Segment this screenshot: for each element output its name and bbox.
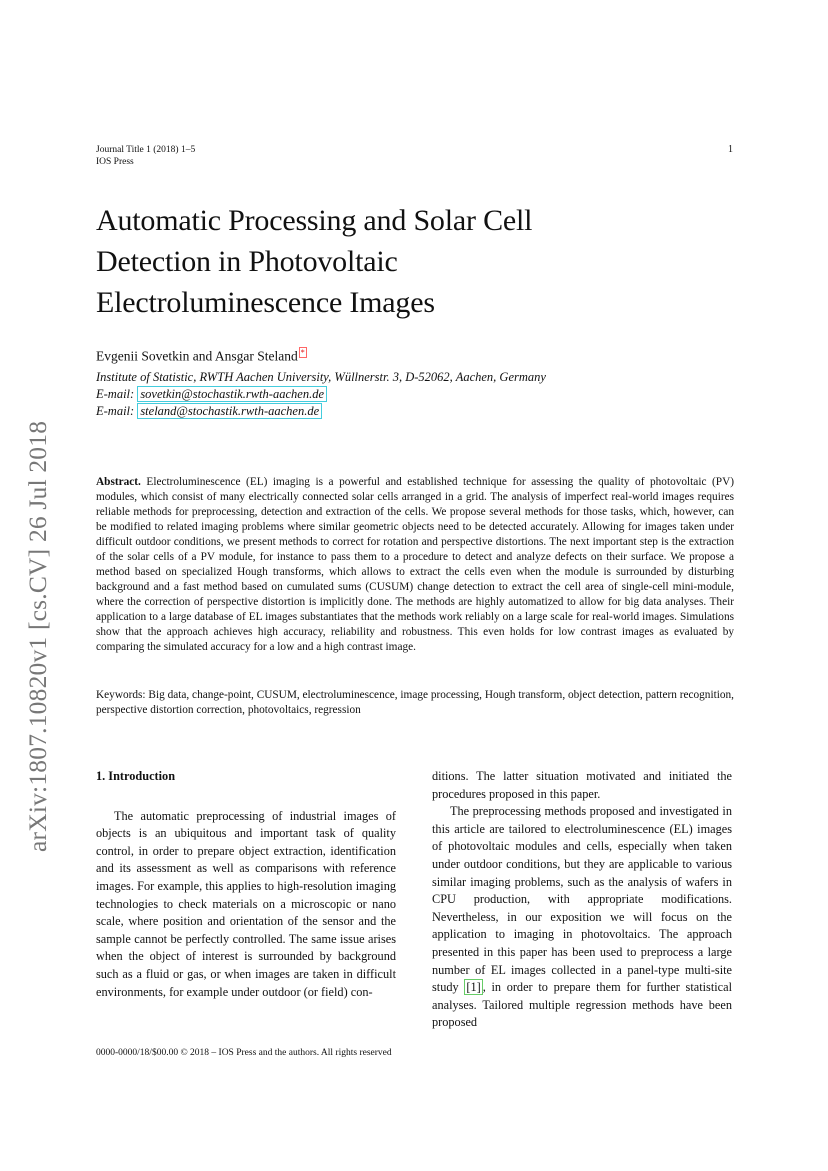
abstract-text: Electroluminescence (EL) imaging is a powerful and established technique for assessing the quality of photovoltaic (PV) modules, which consist of many electrically connected solar cells arranged in a grid. The analysis of imperfect real-world images requires reliable methods for preprocessing, detection and extraction of the cells. We propose several methods for those tasks, which, however, can be modified to related imaging problems where similar geometric objects need to be detected accurately. Allowing for images taken under difficult outdoor conditions, we present methods to correct for rotation and perspective distortions. The next important step is the extraction of the solar cells of a PV module, for instance to pass them to a procedure to detect and analyze defects on their surface. We propose a method based on specialized Hough transforms, which allows to extract the cells even when the module is surrounded by disturbing background and a fast method based on cumulated sums (CUSUM) change detection to extract the cell area of single-cell mini-module, where the correction of perspective distortion is implicitly done. The methods are highly automatized to allow for big data analyses. Their application to a large database of EL images substantiates that the methods work reliably on a large scale for real-world images. Simulations show that the approach achieves high accuracy, reliability and robustness. This even holds for low contrast images as evaluated by comparing the simulated accuracy for a low and a high contrast image. [96, 476, 734, 653]
publisher: IOS Press [96, 157, 134, 167]
copyright-footer: 0000-0000/18/$00.00 © 2018 – IOS Press and the authors. All rights reserved [96, 1048, 392, 1058]
arxiv-stamp: arXiv:1807.10820v1 [cs.CV] 26 Jul 2018 [23, 420, 52, 852]
abstract-label: Abstract. [96, 476, 141, 488]
left-column [96, 768, 396, 1001]
paragraph: The automatic preprocessing of industrial images of objects is an ubiquitous and important task of quality control, in order to prepare object extraction, identification and its assessment as well as comparisons with reference images. For example, this applies to high-resolution imaging technologies to check materials on a microscopic or nano scale, where position and orientation of the sensor and the sample cannot be perfectly controlled. The same issue arises when the object of interest is surrounded by background such as a fluid or gas, or when images are taken in difficult environments, for example under outdoor (or field) con- [96, 808, 396, 999]
paper-title [96, 200, 736, 323]
institute: Institute of Statistic, RWTH Aachen University, Wüllnerstr. 3, D-52062, Aachen, Germany [96, 370, 546, 384]
keywords: Keywords: Big data, change-point, CUSUM, electroluminescence, image processing, Hough transform, object detection, pattern recognition, perspective distortion correction, photovoltaics, regression [96, 689, 734, 716]
authors [96, 348, 307, 365]
title-line-1: Automatic Processing and Solar Cell [96, 204, 533, 237]
section-heading: 1. Introduction [96, 769, 176, 783]
email-line-2: E-mail: steland@stochastik.rwth-aachen.de [96, 403, 546, 420]
right-column [432, 768, 732, 1032]
author-names: Evgenii Sovetkin and Ansgar Steland [96, 348, 298, 364]
paragraph: The preprocessing methods proposed and investigated in this article are tailored to electroluminescence (EL) images of photovoltaic modules and cells, especially when taken under outdoor conditions, but they are applicable to various similar imaging problems, such as the analysis of wafers in CPU production, with appropriate modifications. Nevertheless, in our exposition we will focus on the application to imaging in photovoltaics. The approach presented in this paper has been used to preprocess a large number of EL images collected in a panel-type multi-site study [1] , in order to prepare them for further statistical analyses. Tailored multiple regression methods have been proposed [432, 804, 732, 1030]
affiliation [96, 369, 546, 420]
email-link-2[interactable]: steland@stochastik.rwth-aachen.de [137, 403, 322, 419]
title-line-3: Electroluminescence Images [96, 286, 435, 319]
email-line-1: E-mail: sovetkin@stochastik.rwth-aachen.de [96, 386, 546, 403]
page-number: 1 [728, 144, 733, 155]
journal-header [96, 144, 195, 168]
paragraph: ditions. The latter situation motivated and initiated the procedures proposed in this paper. [432, 769, 732, 801]
journal-title: Journal Title 1 (2018) 1–5 [96, 145, 196, 155]
footnote-link[interactable]: * [300, 348, 305, 357]
email-link-1[interactable]: sovetkin@stochastik.rwth-aachen.de [137, 386, 327, 402]
citation-link[interactable]: [1] [466, 980, 481, 995]
arxiv-stamp-container [14, 372, 62, 852]
title-line-2: Detection in Photovoltaic [96, 245, 398, 278]
abstract [96, 475, 734, 655]
